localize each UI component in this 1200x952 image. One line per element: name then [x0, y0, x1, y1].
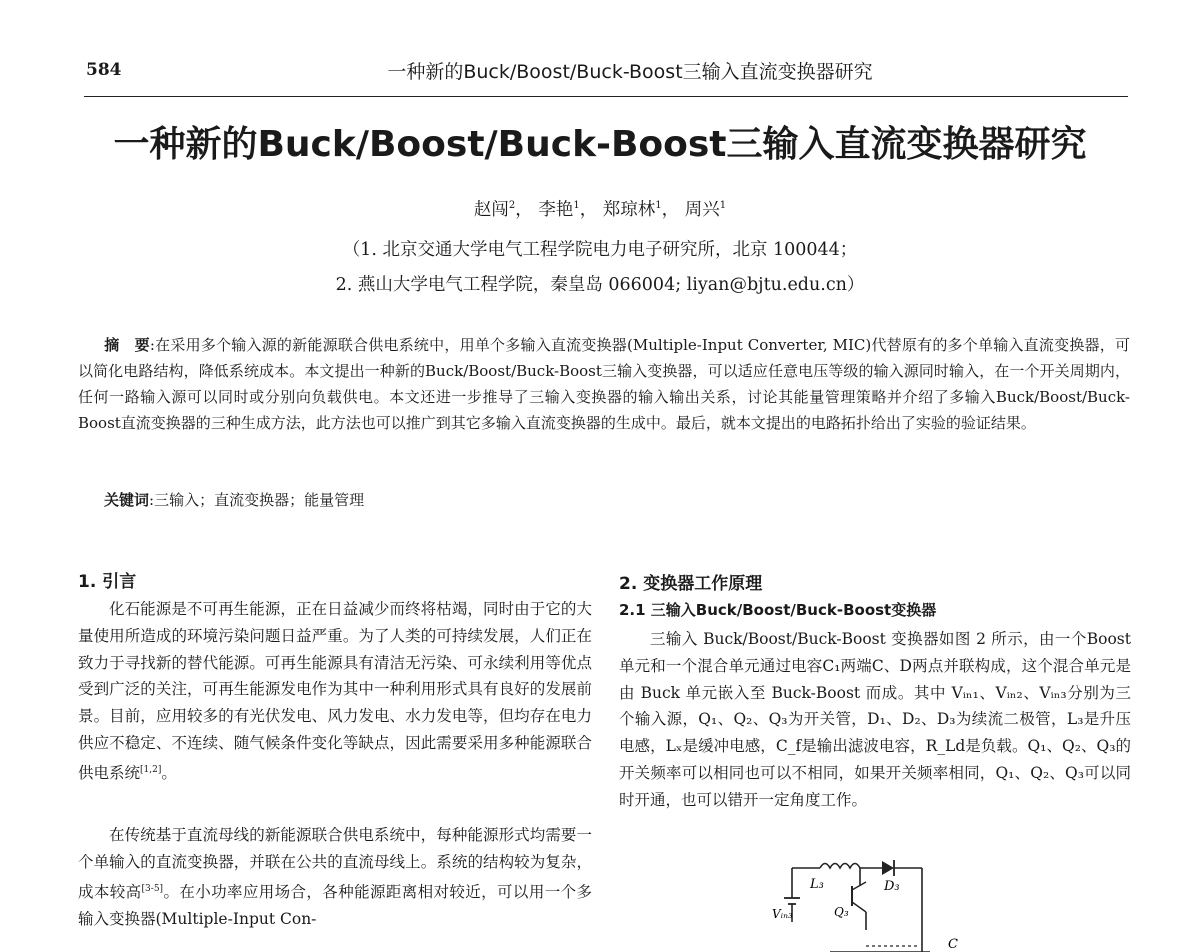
author-separator: ，: [515, 200, 533, 220]
transistor-emitter: [852, 902, 866, 912]
intro-paragraph-2-text: 在传统基于直流母线的新能源联合供电系统中，每种能源形式均需要一个单输入的直流变换器，并联在公共的直流母线上。系统的结构较为复杂，成本较高: [78, 826, 592, 901]
author-mark: 1: [719, 200, 727, 212]
affiliation-line-2: 2. 燕山大学电气工程学院，秦皇岛 066004; liyan@bjtu.edu.cn）: [335, 275, 865, 295]
diode-label: D₃: [884, 879, 900, 894]
intro-paragraph-2: [78, 822, 592, 952]
subsection-heading: 2.1 三输入Buck/Boost/Buck-Boost变换器: [619, 601, 937, 619]
paper-title: 一种新的Buck/Boost/Buck-Boost三输入直流变换器研究: [113, 124, 1087, 165]
author-mark: 1: [573, 200, 580, 212]
inductor-label: L₃: [810, 877, 824, 892]
intro-paragraph-1-text: 化石能源是不可再生能源，正在日益减少而终将枯竭，同时由于它的大量使用所造成的环境污染问题日益严重。为了人类的可持续发展，人们正在致力于寻找新的替代能源。可再生能源具有清洁无污染、可永续利用等优点受到广泛的关注，可再生能源发电作为其中一种利用形式具有良好的发展前景。目前，应用较多的有光伏发电、风力发电、水力发电等，但均存在电力供应不稳定、不连续、随气候条件变化等缺点，因此需要采用多种能源联合供电系统: [78, 600, 592, 782]
author-mark: 2: [508, 200, 516, 212]
source-label: Vᵢₙ₃: [772, 907, 793, 921]
author-name: 周兴: [684, 200, 720, 220]
affiliation-line-1: （1. 北京交通大学电气工程学院电力电子研究所，北京 100044；: [342, 240, 858, 260]
intro-paragraph-2-cont: 。在小功率应用场合，各种能源距离相对较近，可以用一个多输入变换器(Multiple-Input Con-: [78, 882, 592, 928]
switch-label: Q₃: [834, 905, 849, 919]
intro-paragraph-1: [78, 596, 592, 787]
abstract-label: 摘 要: [104, 336, 150, 354]
author-name: 郑琼林: [602, 200, 656, 220]
citation: [1,2]: [140, 764, 162, 775]
keywords-label: 关键词: [104, 491, 150, 509]
author-separator: ，: [579, 200, 598, 220]
keywords-text: :三输入；直流变换器；能量管理: [149, 491, 365, 509]
circuit-diagram: [770, 850, 970, 952]
inductor-symbol: [820, 864, 860, 869]
diode-symbol: [882, 861, 894, 875]
capacitor-label: C: [948, 937, 958, 952]
author-name: 李艳: [538, 200, 574, 220]
author-name: 赵闯: [473, 200, 509, 220]
running-title: 一种新的Buck/Boost/Buck-Boost三输入直流变换器研究: [387, 61, 873, 83]
author-separator: ，: [661, 200, 680, 220]
citation: [3-5]: [141, 883, 164, 894]
section-heading-introduction: 1. 引言: [78, 572, 137, 592]
transistor-collector: [852, 882, 866, 890]
keywords: [104, 489, 364, 510]
intro-paragraph-1-end: 。: [161, 763, 177, 782]
header-rule: [84, 96, 1128, 97]
author-list: [0, 196, 1200, 221]
page-number: 584: [86, 60, 122, 80]
section-heading-principle: 2. 变换器工作原理: [619, 574, 763, 594]
abstract-text: :在采用多个输入源的新能源联合供电系统中，用单个多输入直流变换器(Multiple-Input Converter, MIC)代替原有的多个单输入直流变换器，可以简化电路结构，降低系统成本。本文提出一种新的Buck/Boost/Buck-Boost三输入变换器，可以适应任意电压等级的输入源同时输入，在一个开关周期内，任何一路输入源可以同时或分别向负载供电。本文还进一步推导了三输入变换器的输入输出关系，讨论其能量管理策略并介绍了多输入Buck/Boost/Buck-Boost直流变换器的三种生成方法，此方法也可以推广到其它多输入直流变换器的生成中。最后，就本文提出的电路拓扑给出了实验的验证结果。: [78, 336, 1130, 432]
author-mark: 1: [655, 200, 662, 212]
abstract: [78, 332, 1130, 436]
principle-paragraph: 三输入 Buck/Boost/Buck-Boost 变换器如图 2 所示，由一个Boost单元和一个混合单元通过电容C₁两端C、D两点并联构成，这个混合单元是由 Buck 单元嵌入至 Buck-Boost 而成。其中 Vᵢₙ₁、Vᵢₙ₂、Vᵢₙ₃分别为三个输入源，Q₁、Q₂、Q₃为开关管，D₁、D₂、D₃为续流二极管，L₃是升压电感，Lₓ是缓冲电感，C_f是输出滤波电容，R_Ld是负载。Q₁、Q₂、Q₃的开关频率可以相同也可以不相同，如果开关频率相同，Q₁、Q₂、Q₃可以同时开通，也可以错开一定角度工作。: [619, 630, 1131, 809]
